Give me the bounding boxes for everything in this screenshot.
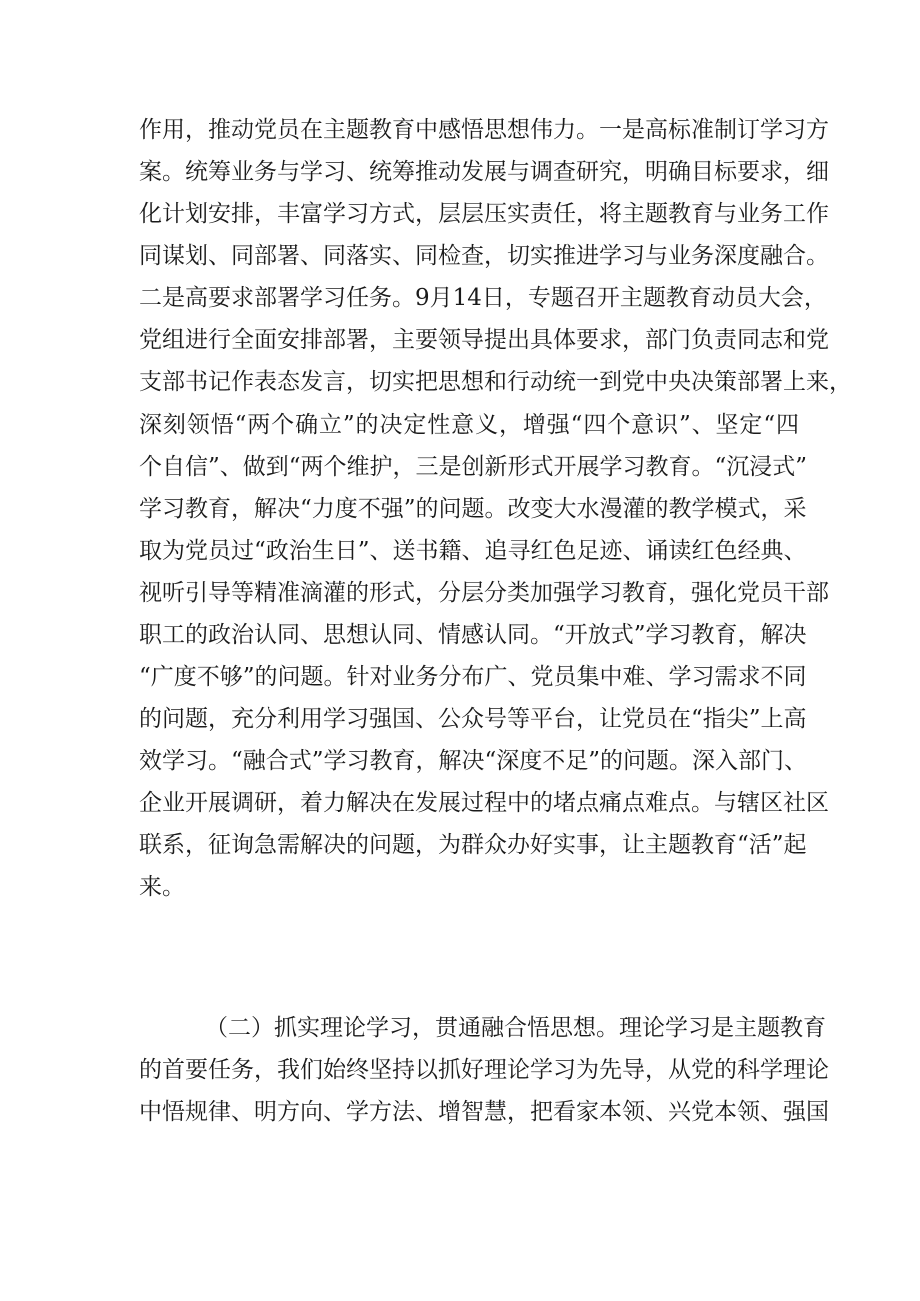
section-heading-line: （二）抓实理论学习，贯通融合悟思想。理论学习是主题教育	[205, 1015, 826, 1041]
paragraph-line: 作用，推动党员在主题教育中感悟思想伟力。一是高标准制订学习方	[139, 117, 829, 143]
paragraph-line: 来。	[139, 874, 185, 900]
paragraph-line: 学习教育，解决“力度不强”的问题。改变大水漫灌的教学模式，采	[139, 496, 807, 522]
paragraph-line: 支部书记作表态发言，切实把思想和行动统一到党中央决策部署上来，	[139, 369, 852, 395]
paragraph-line: 同谋划、同部署、同落实、同检查，切实推进学习与业务深度融合。	[139, 243, 829, 269]
paragraph-line: 职工的政治认同、思想认同、情感认同。“开放式”学习教育，解决	[139, 622, 807, 648]
paragraph-line: 的首要任务，我们始终坚持以抓好理论学习为先导，从党的科学理论	[139, 1057, 829, 1083]
paragraph-line: 取为党员过“政治生日”、送书籍、追寻红色足迹、诵读红色经典、	[139, 538, 807, 564]
paragraph-line: “广度不够”的问题。针对业务分布广、党员集中难、学习需求不同	[139, 664, 807, 690]
paragraph-line: 个自信”、做到“两个维护，三是创新形式开展学习教育。“沉浸式”	[139, 454, 808, 480]
paragraph-line: 化计划安排，丰富学习方式，层层压实责任，将主题教育与业务工作	[139, 201, 829, 227]
paragraph-line: 中悟规律、明方向、学方法、增智慧，把看家本领、兴党本领、强国	[139, 1099, 829, 1125]
paragraph-line: 党组进行全面安排部署，主要领导提出具体要求，部门负责同志和党	[139, 327, 829, 353]
paragraph-line: 的问题，充分利用学习强国、公众号等平台，让党员在“指尖”上高	[139, 706, 807, 732]
paragraph-line: 效学习。“融合式”学习教育，解决“深度不足”的问题。深入部门、	[139, 748, 808, 774]
paragraph-line: 企业开展调研，着力解决在发展过程中的堵点痛点难点。与辖区社区	[139, 790, 829, 816]
paragraph-line: 案。统筹业务与学习、统筹推动发展与调查研究，明确目标要求，细	[139, 159, 829, 185]
paragraph-line: 联系，征询急需解决的问题，为群众办好实事，让主题教育“活”起	[139, 832, 807, 858]
paragraph-line: 二是高要求部署学习任务。9月14日，专题召开主题教育动员大会，	[139, 285, 827, 311]
paragraph-line: 视听引导等精准滴灌的形式，分层分类加强学习教育，强化党员干部	[139, 580, 829, 606]
paragraph-line: 深刻领悟“两个确立”的决定性意义，增强“四个意识”、坚定“四	[139, 412, 799, 438]
